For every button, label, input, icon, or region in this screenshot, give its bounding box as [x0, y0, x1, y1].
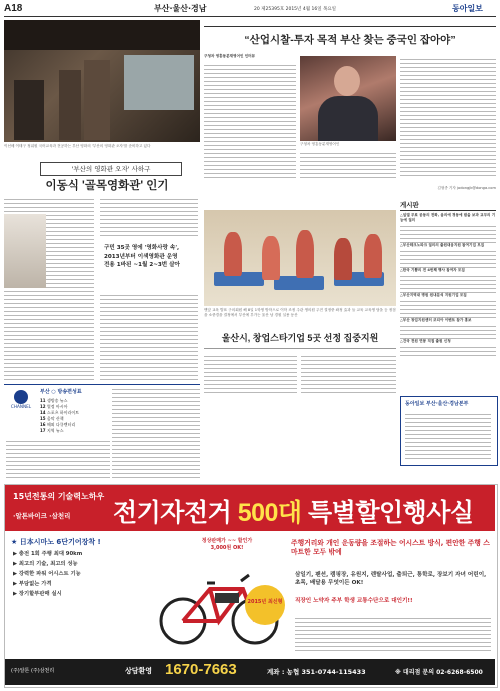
divider	[204, 26, 496, 27]
page-header	[4, 2, 496, 17]
new-model-badge: 2015년 최신형	[245, 585, 285, 625]
ad-footer-brand: (주)알톤 (주)삼천리	[11, 668, 55, 674]
ad-copy: 삼일기, 팬션, 캠핑장, 유원지, 렌탈사업, 출퇴근, 통학로, 장보기 자녀 어린이, 초목, 배달용 무엇이든 OK!	[295, 572, 487, 586]
story-body-text	[100, 196, 198, 238]
tv-row: 16 해외 다큐멘터리	[40, 422, 76, 427]
divider	[400, 210, 496, 211]
story-strap: '부산의 영화관 오자' 사하구	[40, 162, 182, 176]
story-headline: 이동식 '골목영화관' 인기	[45, 180, 169, 192]
notice-item: △부산지역대 병원 원내분석 지원기업 모집	[400, 293, 467, 297]
notice-item: △건국 전원 연봉 직접 출원 신청	[400, 339, 451, 343]
contact-title: 동아일보 부산·울산·경남본부	[405, 401, 469, 407]
ad-fine-print	[295, 615, 491, 653]
tv-row: 11 생방송 뉴스	[40, 398, 68, 403]
notice-item: △한국 기쁨의 전 4번째 행사 참여자 모집	[400, 268, 465, 272]
ad-feature: ▶ 부담없는 가격	[13, 581, 52, 587]
story-body-text	[100, 292, 198, 380]
branch-inquiry: ※ 대리점 문의 02-6268-6500	[395, 669, 483, 676]
ad-copy: 직장인 노약자 주부 학생 교통수단으로 대인기!!	[295, 598, 413, 604]
ad-feature: ▶ 장기할부판매 실시	[13, 591, 62, 597]
phone-number: 1670-7663	[165, 661, 237, 678]
ad-feature: ▶ 강력한 파워 어시스트 기능	[13, 571, 81, 577]
interview-label: 구청차 영흥동분재영어인 인터뷰	[204, 54, 256, 58]
tv-row: 14 스포츠 하이라이트	[40, 410, 80, 415]
notice-list	[400, 213, 496, 393]
masthead-logo: 동아일보	[452, 4, 483, 13]
notice-item: △일엘 무료 공동의 전화, 음의에 경동에 밤을 보과 교무의 기능에 질의	[400, 213, 496, 222]
ad-brand: ·알톤바이크 ·삼천리	[13, 512, 71, 520]
tv-row: 15 음악 산책	[40, 416, 64, 421]
photo-caption: 맨앞 교육 발표 구의회원 해 8일 1학생 방학으로 이학 조정 주관 생의원 주전 결정중 좌정 효과 들 교육 교육생 담을 등 정점을 소중경을 결정에서 부산에 부가는 울산 남 경원 실용 동산	[204, 308, 396, 317]
story-body-text	[301, 353, 396, 393]
ad-price-note: 정상판매가 ~~ 할인가 3,000원 OK!	[201, 538, 253, 551]
ad-shimano-line: ★ 日本시마노 6단기어장착 !	[11, 538, 101, 546]
tv-guide-listing	[6, 438, 110, 480]
interview-body-text	[204, 62, 296, 178]
byline: 김형종 기자 jodongjk@donga.com	[437, 186, 496, 190]
ad-feature: ▶ 충전 1회 주행 최대 90km	[13, 551, 83, 557]
tv-row: 12 열정 아시아	[40, 404, 68, 409]
section-title: 부산·울산·경남	[154, 4, 207, 13]
ad-headline: 전기자전거 500대 특별할인행사실시!	[113, 499, 474, 563]
portrait-caption: 구청차 영흥동분재영어인	[300, 142, 340, 146]
contact-box	[400, 396, 498, 466]
notice-item: △부산테크노파크 질의의 출원대응지원 참여기업 모집	[400, 243, 485, 247]
story-body-text	[204, 353, 297, 393]
svg-text:CHANNEL: CHANNEL	[10, 404, 32, 409]
interview-body-text	[400, 56, 496, 178]
notice-board-title: 게시판	[400, 201, 419, 209]
issue-date: 20 제25395호 2015년 4월 16일 목요일	[254, 7, 337, 12]
tv-guide-title: 부산 ○ 방송편성표	[40, 389, 82, 395]
phone-label: 상담환영	[125, 667, 153, 675]
interview-body-text	[300, 150, 396, 178]
cpr-training-photo	[204, 210, 396, 306]
photo-caption: 이선배 이태구 정위원 국어교육과 전공하는 부산 영화의 '부산의 영화관 오자'를 준비하고 있다	[4, 144, 151, 148]
ad-feature: ▶ 최고의 기술, 최고의 성능	[13, 561, 78, 567]
interviewee-portrait	[300, 56, 396, 141]
ad-footer	[5, 659, 495, 685]
ebike-advertisement	[4, 484, 498, 688]
ad-copy: 주행거리와 개인 운동량을 조절하는 어시스트 방식, 편안한 주행 스마트한 모두 밖에	[291, 539, 490, 556]
page-number: A18	[4, 3, 23, 14]
tv-guide-listing	[112, 386, 200, 480]
pull-quote: 구민 35곳 영에 '영화사랑 속', 2013년부터 이색영화관 운영 전용 1바된 ~1월 2~3번 살아	[104, 245, 180, 268]
interview-headline: “산업시찰-투자 목적 부산 찾는 중국인 잡아야”	[244, 34, 456, 46]
channel-logo-icon	[6, 388, 36, 410]
cinema-photo	[4, 20, 200, 142]
story-inset-photo	[4, 214, 46, 288]
divider	[204, 348, 396, 349]
bank-account: 계좌 : 농협 351-0744-115433	[267, 668, 366, 676]
tv-row: 17 지역 뉴스	[40, 428, 64, 433]
ad-tagline: 15년전통의 기술력노하우	[13, 492, 105, 501]
cpr-headline: 울산시, 창업스타기업 5곳 선정 집중지원	[221, 333, 379, 343]
notice-item: △부산 창업지원센터 코리아 이벤트 참가 홍보	[400, 318, 472, 322]
